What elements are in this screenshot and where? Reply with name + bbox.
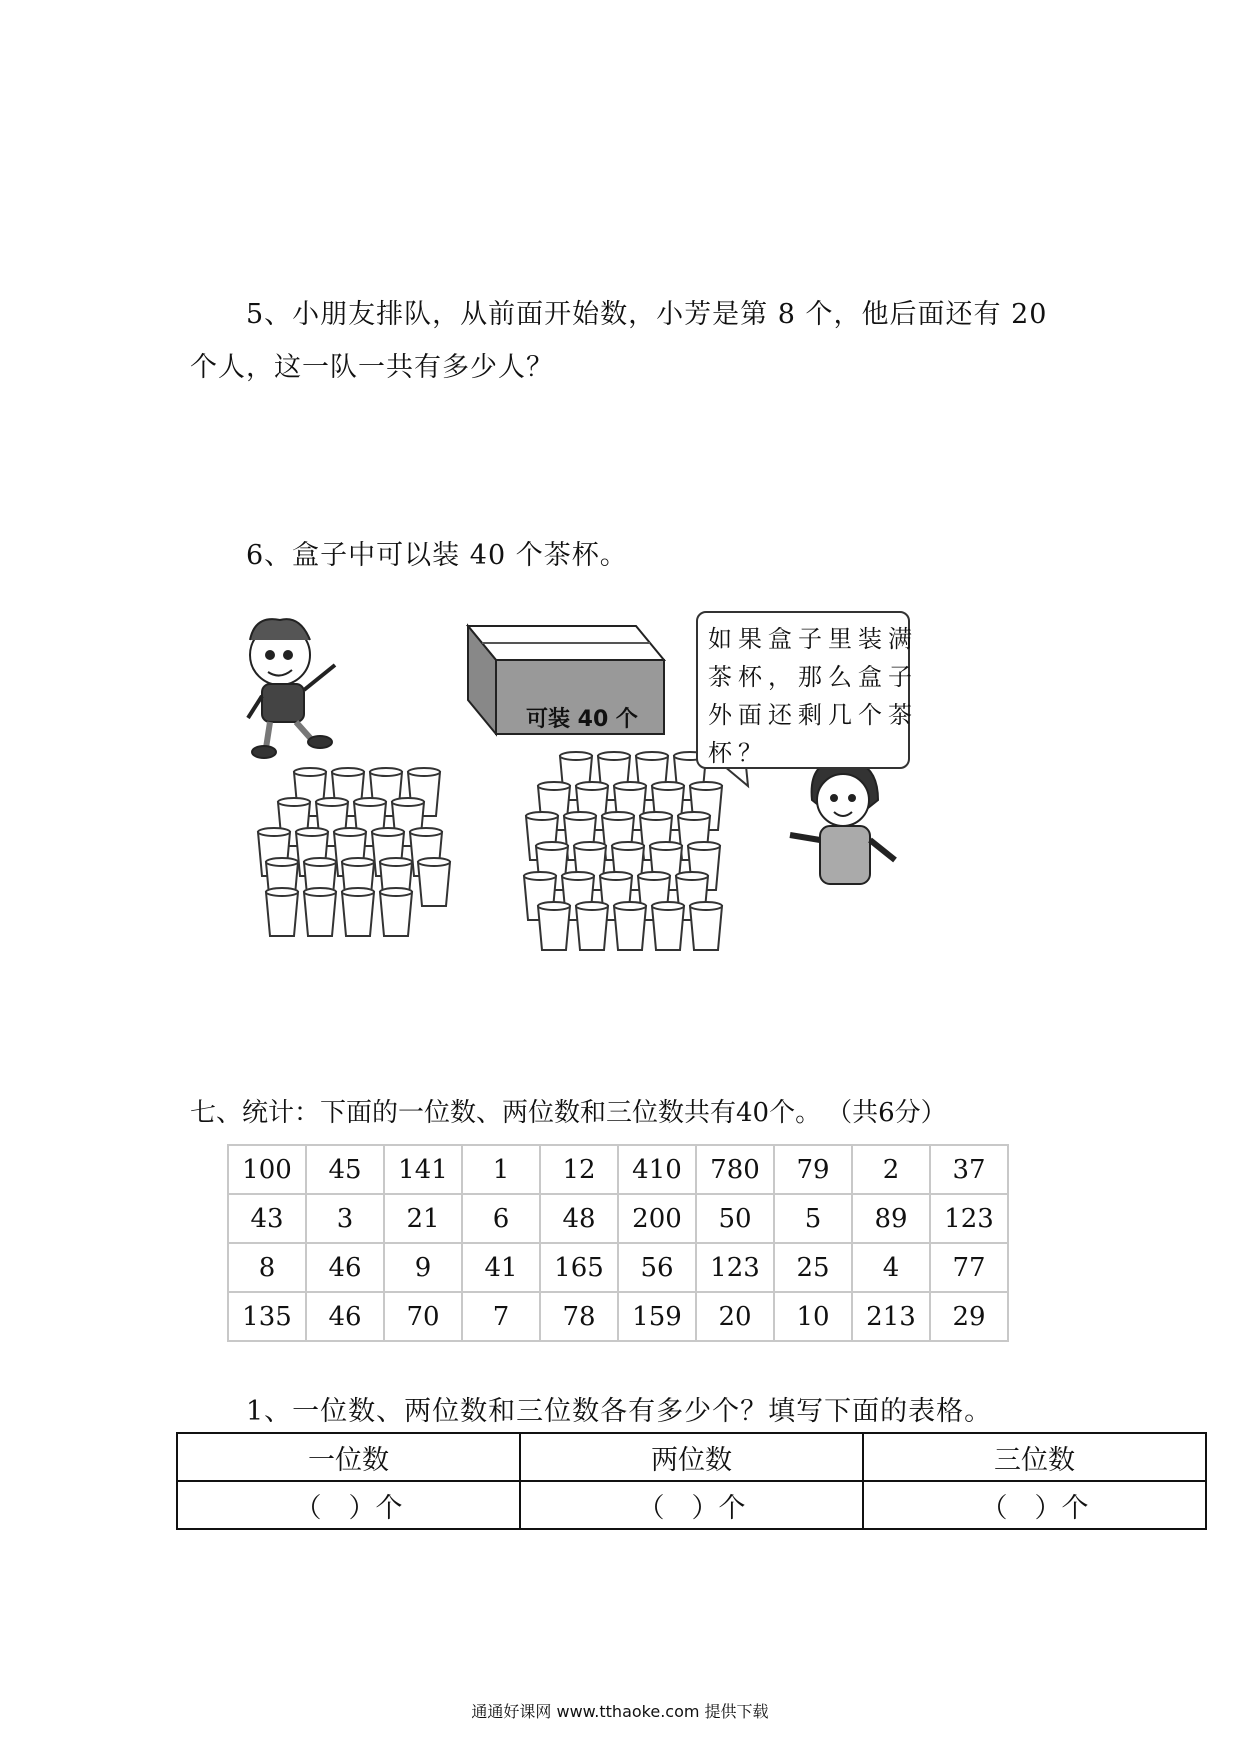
sub-question-1: 1、一位数、两位数和三位数各有多少个？填写下面的表格。 — [246, 1396, 993, 1427]
teacup-rim-icon — [332, 768, 364, 776]
number-cell: 1 — [462, 1145, 540, 1194]
number-cell: 50 — [696, 1194, 774, 1243]
question-5-line-1: 5、小朋友排队，从前面开始数，小芳是第 8 个，他后面还有 20 — [246, 299, 1048, 330]
question-6-text: 6、盒子中可以装 40 个茶杯。 — [246, 540, 628, 571]
number-cell: 9 — [384, 1243, 462, 1292]
number-cell: 29 — [930, 1292, 1008, 1341]
teacup-rim-icon — [304, 888, 336, 896]
teacup-rim-icon — [526, 812, 558, 820]
table-row — [228, 1292, 1008, 1341]
teacup-rim-icon — [690, 782, 722, 790]
teacup-rim-icon — [370, 768, 402, 776]
number-cell: 70 — [384, 1292, 462, 1341]
teacup-rim-icon — [380, 858, 412, 866]
teacup-rim-icon — [576, 782, 608, 790]
teacup-rim-icon — [612, 842, 644, 850]
section-7-title-text: 七、统计：下面的一位数、两位数和三位数共有40个。 — [190, 1098, 822, 1128]
teacup-rim-icon — [576, 902, 608, 910]
answer-one-digit[interactable] — [177, 1481, 520, 1529]
number-cell: 48 — [540, 1194, 618, 1243]
teacup-rim-icon — [600, 872, 632, 880]
teacup-rim-icon — [408, 768, 440, 776]
teacup-rim-icon — [538, 782, 570, 790]
answer-blank: （ ）个 — [294, 1492, 403, 1524]
teacup-rim-icon — [524, 872, 556, 880]
girl-figure — [790, 760, 895, 884]
fill-table-header-row — [177, 1433, 1206, 1481]
question-5-line-2: 个人，这一队一共有多少人？ — [190, 352, 554, 383]
number-cell: 3 — [306, 1194, 384, 1243]
number-cell: 79 — [774, 1145, 852, 1194]
number-cell: 89 — [852, 1194, 930, 1243]
number-cell: 100 — [228, 1145, 306, 1194]
number-cell: 37 — [930, 1145, 1008, 1194]
teacup-rim-icon — [688, 842, 720, 850]
teacup-rim-icon — [342, 858, 374, 866]
number-cell: 123 — [930, 1194, 1008, 1243]
number-cell: 10 — [774, 1292, 852, 1341]
teacup-icon — [652, 906, 684, 950]
teacup-icon — [380, 892, 412, 936]
answer-blank: （ ）个 — [637, 1492, 746, 1524]
teacup-rim-icon — [602, 812, 634, 820]
number-cell: 25 — [774, 1243, 852, 1292]
teacup-icon — [304, 892, 336, 936]
teacup-rim-icon — [334, 828, 366, 836]
number-cell: 200 — [618, 1194, 696, 1243]
teacup-icon — [342, 892, 374, 936]
teacup-rim-icon — [418, 858, 450, 866]
answer-three-digit[interactable] — [863, 1481, 1206, 1529]
header-three-digit: 三位数 — [863, 1433, 1206, 1481]
number-cell: 780 — [696, 1145, 774, 1194]
section-7-score: （共6分） — [839, 1098, 947, 1128]
box-label: 可装 40 个 — [526, 707, 638, 732]
teacup-icon — [418, 862, 450, 906]
fill-table-answer-row — [177, 1481, 1206, 1529]
teacup-rim-icon — [392, 798, 424, 806]
teacup-rim-icon — [640, 812, 672, 820]
answer-blank: （ ）个 — [980, 1492, 1089, 1524]
teacup-rim-icon — [342, 888, 374, 896]
speech-line: 如果盒子里装满 — [708, 625, 918, 653]
teacup-rim-icon — [536, 842, 568, 850]
table-row — [228, 1145, 1008, 1194]
teacup-rim-icon — [538, 902, 570, 910]
number-cell: 8 — [228, 1243, 306, 1292]
number-cell: 56 — [618, 1243, 696, 1292]
number-cell: 12 — [540, 1145, 618, 1194]
teacup-rim-icon — [294, 768, 326, 776]
number-cell: 135 — [228, 1292, 306, 1341]
number-cell: 78 — [540, 1292, 618, 1341]
speech-line: 杯？ — [708, 739, 768, 767]
teacup-rim-icon — [638, 872, 670, 880]
number-cell: 20 — [696, 1292, 774, 1341]
number-cell: 159 — [618, 1292, 696, 1341]
teacup-rim-icon — [562, 872, 594, 880]
teacup-rim-icon — [676, 872, 708, 880]
number-cell: 123 — [696, 1243, 774, 1292]
boy-figure — [248, 619, 335, 758]
header-two-digit: 两位数 — [520, 1433, 863, 1481]
number-cell: 410 — [618, 1145, 696, 1194]
number-cell: 2 — [852, 1145, 930, 1194]
teacup-rim-icon — [266, 858, 298, 866]
teacup-rim-icon — [650, 842, 682, 850]
header-one-digit: 一位数 — [177, 1433, 520, 1481]
teacup-rim-icon — [598, 752, 630, 760]
number-cell: 4 — [852, 1243, 930, 1292]
section-7-title — [190, 1092, 947, 1129]
answer-two-digit[interactable] — [520, 1481, 863, 1529]
teacup-icon — [614, 906, 646, 950]
teacup-rim-icon — [296, 828, 328, 836]
teacup-rim-icon — [690, 902, 722, 910]
teacup-rim-icon — [278, 798, 310, 806]
speech-line: 外面还剩几个茶 — [708, 701, 918, 729]
teacup-rim-icon — [574, 842, 606, 850]
number-table — [227, 1144, 1009, 1342]
teacup-rim-icon — [266, 888, 298, 896]
teacup-rim-icon — [304, 858, 336, 866]
teacup-icon — [266, 892, 298, 936]
table-row — [228, 1194, 1008, 1243]
teacup-rim-icon — [636, 752, 668, 760]
number-cell: 21 — [384, 1194, 462, 1243]
teacup-rim-icon — [258, 828, 290, 836]
teacup-rim-icon — [678, 812, 710, 820]
number-cell: 213 — [852, 1292, 930, 1341]
number-cell: 41 — [462, 1243, 540, 1292]
teacup-rim-icon — [652, 902, 684, 910]
teacup-rim-icon — [614, 782, 646, 790]
cups-left — [258, 768, 450, 936]
speech-bubble-text — [708, 620, 918, 772]
teacup-rim-icon — [372, 828, 404, 836]
count-fill-table — [176, 1432, 1207, 1530]
number-cell: 46 — [306, 1292, 384, 1341]
number-cell: 46 — [306, 1243, 384, 1292]
cups-right — [524, 752, 722, 950]
number-cell: 77 — [930, 1243, 1008, 1292]
teacup-icon — [690, 906, 722, 950]
footer-credit: 通通好课网 www.tthaoke.com 提供下载 — [471, 1702, 769, 1721]
number-cell: 7 — [462, 1292, 540, 1341]
teacup-rim-icon — [410, 828, 442, 836]
teacup-rim-icon — [354, 798, 386, 806]
number-cell: 141 — [384, 1145, 462, 1194]
teacup-rim-icon — [564, 812, 596, 820]
teacup-rim-icon — [652, 782, 684, 790]
teacup-icon — [576, 906, 608, 950]
teacup-rim-icon — [560, 752, 592, 760]
number-cell: 5 — [774, 1194, 852, 1243]
teacup-rim-icon — [316, 798, 348, 806]
number-cell: 165 — [540, 1243, 618, 1292]
teacup-icon — [538, 906, 570, 950]
number-cell: 45 — [306, 1145, 384, 1194]
number-cell: 43 — [228, 1194, 306, 1243]
teacup-rim-icon — [614, 902, 646, 910]
number-cell: 6 — [462, 1194, 540, 1243]
teacup-rim-icon — [380, 888, 412, 896]
table-row — [228, 1243, 1008, 1292]
speech-line: 茶杯，那么盒子 — [708, 663, 918, 691]
